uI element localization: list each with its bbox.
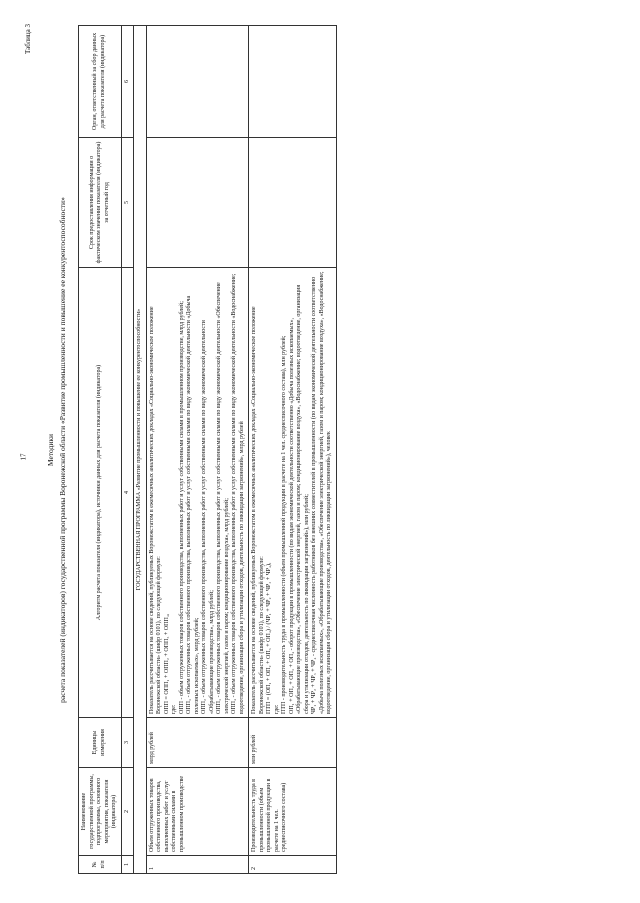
column-number-row [121,26,134,874]
column-number: 6 [121,26,134,138]
header-cell: Срок предоставления информации о фактическом значении показателя (индикатора) за отчетный год [79,138,122,268]
unit: млрд рублей [146,718,249,768]
responsible-cell [146,26,249,138]
algorithm-line: ОПП₁ - объем отгруженных товаров собственного производства, выполненных работ и услуг собственными силами по виду экономической деятельности «Добыча полезных ископаемых», млрд рублей; [186,295,200,714]
header-cell: Единицы измерения [79,718,122,768]
header-row [79,26,122,874]
table-label: Таблица 3 [24,24,32,54]
algorithm-line: где: [273,704,280,714]
unit: млн рублей [249,718,337,768]
column-number: 2 [121,768,134,856]
document-title: Методики [46,433,55,467]
section-title: ГОСУДАРСТВЕННАЯ ПРОГРАММА «Развитие промышленности и повышение ее конкурентоспособности» [134,26,147,874]
row-number: 1 [146,856,249,874]
indicator-name: Объем отгруженных товаров собственного производства, выполненных работ и услуг собственными силами в промышленном производстве [146,768,249,856]
algorithm-line: Показатель рассчитывается на основе сведений, публикуемых Воронежстатом в ежемесячных аналитических докладах «Социально-экономическое положение Воронежской области» (шифр 0101), по следующей формуле: [251,306,265,714]
responsible-cell [249,26,337,138]
header-cell: Алгоритм расчета показателя (индикатора), источники данных для расчета показателя (индикатора) [79,268,122,718]
table-row [249,26,337,874]
page-number: 17 [19,453,28,461]
column-number: 3 [121,718,134,768]
column-number: 1 [121,856,134,874]
rotated-page [20,20,620,880]
formula: ПТП = (ОП₁ + ОП₂ + ОП₃ + ОП₄) / (ЧР₁ + ЧР₂ + ЧР₃ + ЧР₄), [266,562,272,714]
column-number: 5 [121,138,134,268]
header-cell: Орган, ответственный за сбор данных для расчета показателя (индикатора) [79,26,122,138]
algorithm-cell [146,268,249,718]
header-cell: Наименование государственной программы, подпрограммы, основного мероприятия, показателя (индикатора) [79,768,122,856]
algorithm-line: ОПП₃ - объем отгруженных товаров собственного производства, выполненных работ и услуг собственными силами по виду экономической деятельности «Обеспечение электрической энергией, газом и паром; кондиционирование воздуха», млрд рублей; [216,282,230,714]
algorithm-line: ЧР₁ + ЧР₂ + ЧР₃ + ЧР₄ - среднесписочная численность работников без внешних совместителей в промышленности (по видам экономической деятельности соответственно «Добыча полезных ископаемых», «Обрабатывающие производства», «Обеспечение электрической энергией, газом и паром; кондиционирование воздуха», «Водоснабжение; водоотведение, организация сбора и утилизации отходов, деятельность по ликвидации загрязнений»), человек [311,271,332,714]
algorithm-cell [249,268,337,718]
row-number: 2 [249,856,337,874]
table-row [146,26,249,874]
algorithm-line: ОПП₄ - объем отгруженных товаров собственного производства, выполненных работ и услуг собственными силами по виду экономической деятельности «Водоснабжение; водоотведение, организация сбора и утилизации отходов, деятельность по ликвидации загрязнений», млрд рублей [231,273,245,714]
methodology-table [78,25,337,874]
algorithm-line: где: [171,704,177,714]
deadline-cell [249,138,337,268]
document-subtitle: расчета показателей (индикаторов) государственной программы Воронежской области «Развитие промышленности и повышение ее конкурентоспособности» [58,197,67,703]
deadline-cell [146,138,249,268]
column-number: 4 [121,268,134,718]
header-cell: № п/п [79,856,122,874]
indicator-name: Производительность труда в промышленности (объем промышленной продукции в расчете на 1 чел. среднесписочного состава) [249,768,337,856]
algorithm-line: Показатель рассчитывается на основе сведений, публикуемых Воронежстатом в ежемесячных аналитических докладах «Социально-экономическое положение Воронежской области» (шифр 0101), по следующей формуле: [148,306,162,714]
formula: ОПП = ОПП₁ + ОПП₂ + ОПП₃ + ОПП₄, [163,613,170,714]
algorithm-line: ОП₁ + ОП₂ + ОП₃ + ОП₄ - оборот продукции в промышленности (по видам экономической деятельности соответственно «Добыча полезных ископаемых», «Обрабатывающие производства», «Обеспечение электрической энергией, газом и паром; кондиционирование воздуха», «Водоснабжение; водоотведение, организация сбора и утилизации отходов, деятельность по ликвидации загрязнений»), млн рублей; [288,284,310,714]
section-row [134,26,147,874]
algorithm-line: ОПП₂ - объем отгруженных товаров собственного производства, выполненных работ и услуг собственными силами по виду экономической деятельности «Обрабатывающие производства», млрд рублей; [201,320,215,714]
algorithm-line: ОПП - объем отгруженных товаров собственного производства, выполненных работ и услуг собственными силами в промышленном производстве, млрд рублей; [178,301,185,714]
algorithm-line: ПТП - производительность труда в промышленности (объем промышленной продукции в расчете на 1 чел. среднесписочного состава), млн рублей; [281,335,287,714]
